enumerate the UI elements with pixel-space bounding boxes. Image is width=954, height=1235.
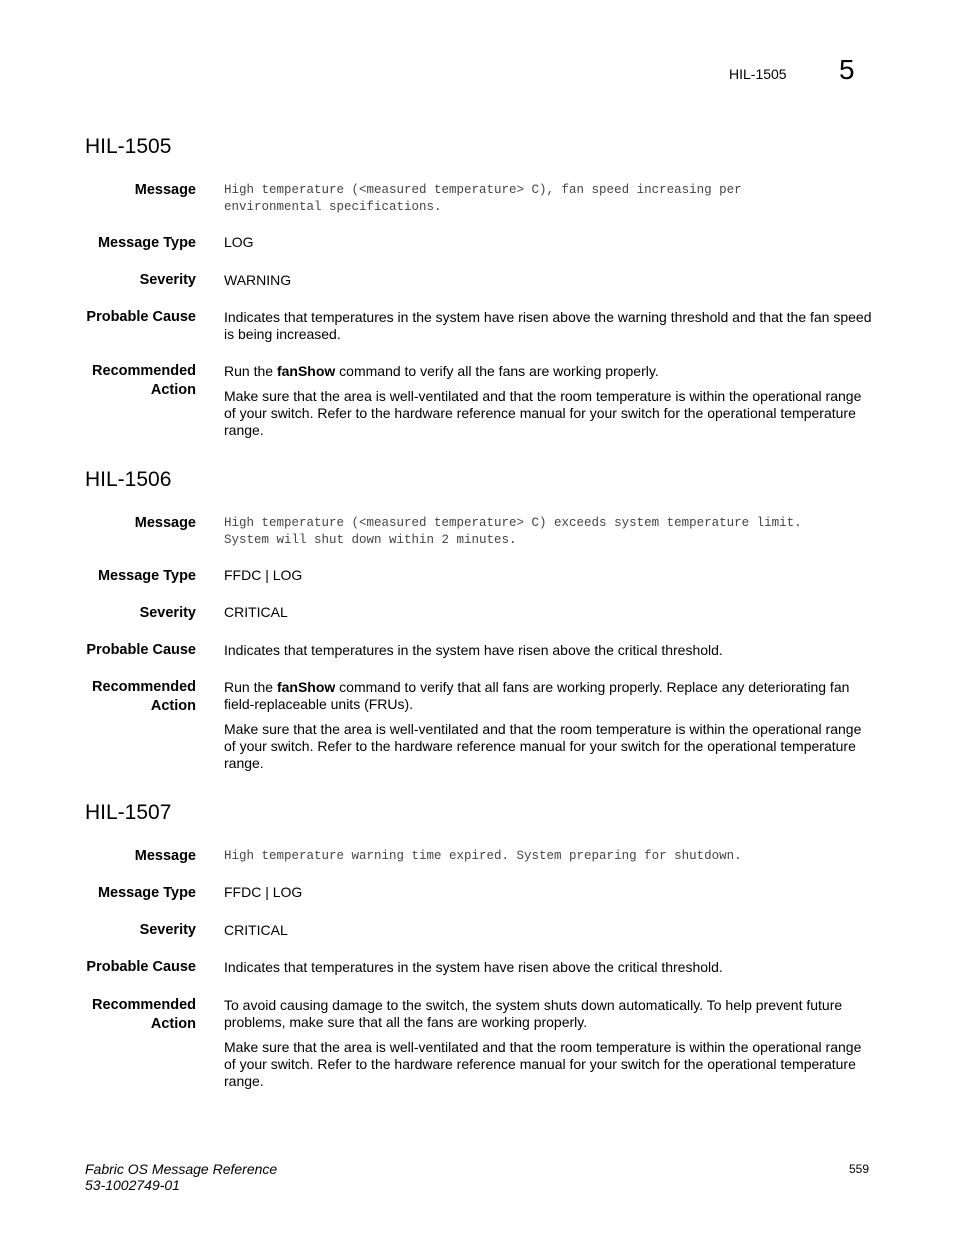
recommended-action-label [92,996,196,1034]
severity-value: CRITICAL [224,922,288,938]
message-line: System will shut down within 2 minutes. [224,533,517,547]
recommended-label-line: Recommended [92,997,196,1013]
message-line: High temperature (<measured temperature> C) exceeds system temperature limit. [224,516,802,530]
message-type-value: FFDC | LOG [224,567,303,583]
command-name: fanShow [276,679,336,695]
footer-doc-title: Fabric OS Message Reference [85,1161,278,1177]
message-type-label: Message Type [97,568,196,584]
severity-label: Severity [139,922,196,938]
severity-value: WARNING [224,272,292,288]
message-text [224,182,874,216]
message-type-value: FFDC | LOG [224,884,303,900]
severity-label: Severity [139,272,196,288]
probable-cause-label: Probable Cause [86,959,196,975]
message-label: Message [134,515,196,531]
section-title-hil-1507: HIL-1507 [85,801,172,824]
probable-cause-value: Indicates that temperatures in the system have risen above the warning threshold and that the fan speed is being increased. [224,309,872,342]
running-header-label: HIL-1505 [729,66,787,82]
action-text: command to verify that all fans are working properly. Replace any deteriorating fan field-replaceable units (FRUs). [224,679,850,712]
recommended-label-line: Recommended [92,363,196,379]
severity-value: CRITICAL [224,604,288,620]
page-number: 559 [849,1162,870,1176]
probable-cause-label: Probable Cause [86,309,196,325]
probable-cause-value: Indicates that temperatures in the system have risen above the critical threshold. [224,959,723,975]
action-label-line: Action [150,698,196,714]
message-type-label: Message Type [97,885,196,901]
recommended-action-1: To avoid causing damage to the switch, the system shuts down automatically. To help prevent future problems, make sure that all the fans are working properly. [224,997,843,1030]
section-title-hil-1506: HIL-1506 [85,468,172,491]
section-title-hil-1505: HIL-1505 [85,135,172,158]
probable-cause-value: Indicates that temperatures in the system have risen above the critical threshold. [224,642,723,658]
message-label: Message [134,182,196,198]
recommended-action-1 [224,679,874,713]
message-line: High temperature (<measured temperature> C), fan speed increasing per [224,183,742,197]
message-type-label: Message Type [97,235,196,251]
action-label-line: Action [150,1016,196,1032]
chapter-number: 5 [839,54,855,85]
message-line: High temperature warning time expired. System preparing for shutdown. [224,849,742,863]
severity-label: Severity [139,605,196,621]
command-name: fanShow [276,363,336,379]
recommended-action-1 [224,363,874,380]
footer-doc-number: 53-1002749-01 [85,1177,180,1193]
action-text: Run the [224,679,277,695]
recommended-action-label [92,678,196,716]
recommended-action-2: Make sure that the area is well-ventilated and that the room temperature is within the operational range of your switch. Refer to the hardware reference manual for your switch for the operational temperature range. [224,388,862,438]
message-text [224,515,874,549]
recommended-action-label [92,362,196,400]
recommended-action-2: Make sure that the area is well-ventilated and that the room temperature is within the operational range of your switch. Refer to the hardware reference manual for your switch for the operational temperature range. [224,721,862,771]
action-text: command to verify all the fans are working properly. [335,363,659,379]
message-text [224,848,874,865]
message-label: Message [134,848,196,864]
probable-cause-label: Probable Cause [86,642,196,658]
recommended-label-line: Recommended [92,679,196,695]
message-line: environmental specifications. [224,200,442,214]
recommended-action-2: Make sure that the area is well-ventilated and that the room temperature is within the operational range of your switch. Refer to the hardware reference manual for your switch for the operational temperature range. [224,1039,862,1089]
message-type-value: LOG [224,234,254,250]
action-text: Run the [224,363,277,379]
action-label-line: Action [150,382,196,398]
